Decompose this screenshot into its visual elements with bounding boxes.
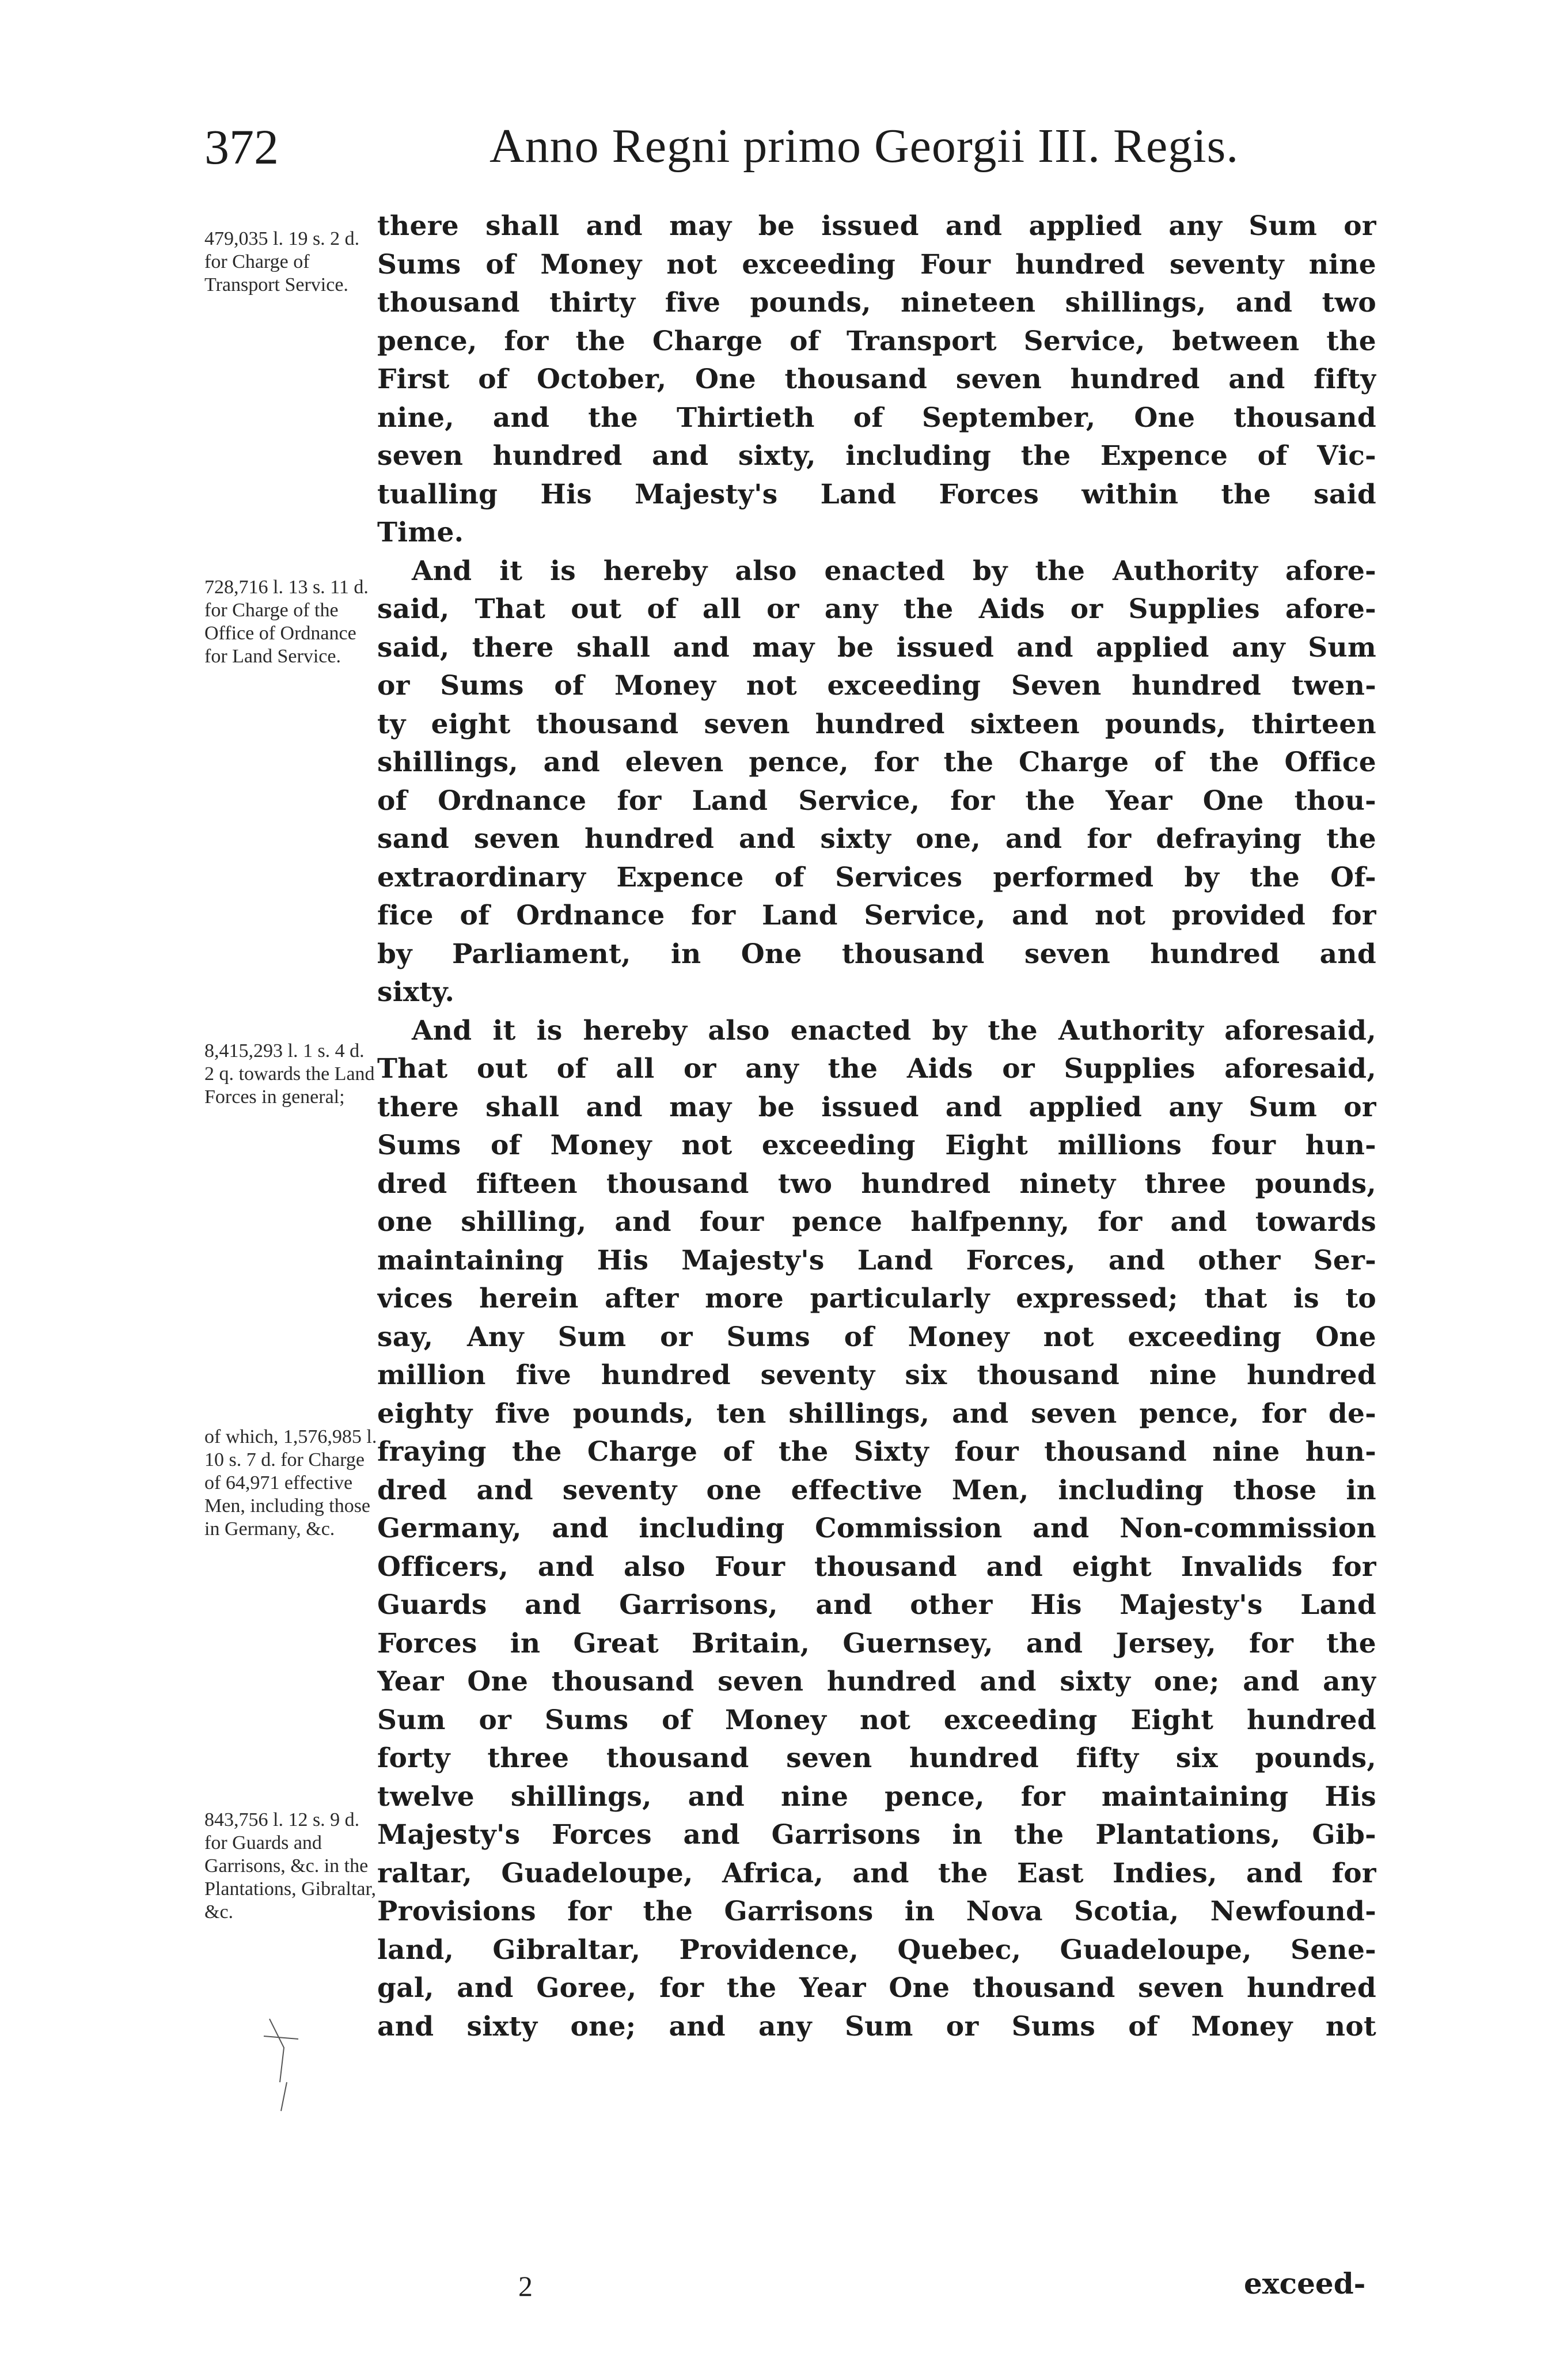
- body-line: sixty.: [377, 976, 455, 1008]
- margin-note-transport: 479,035 l. 19 s. 2 d. for Charge of Transport Service.: [204, 228, 360, 295]
- body-line: ty eight thousand seven hundred sixteen pounds, thirteen: [377, 708, 1376, 740]
- body-line: Sum or Sums of Money not exceeding Eight hundred: [377, 1704, 1376, 1736]
- body-line: gal, and Goree, for the Year One thousand seven hundred: [377, 1972, 1376, 2004]
- body-line: maintaining His Majesty's Land Forces, and other Ser-: [377, 1244, 1376, 1276]
- body-line: Provisions for the Garrisons in Nova Scotia, Newfound-: [377, 1896, 1376, 1927]
- body-line: say, Any Sum or Sums of Money not exceeding One: [377, 1321, 1376, 1353]
- body-line: raltar, Guadeloupe, Africa, and the East Indies, and for: [377, 1857, 1376, 1889]
- body-line: First of October, One thousand seven hundred and fifty: [377, 363, 1376, 395]
- body-line: forty three thousand seven hundred fifty six pounds,: [377, 1742, 1376, 1774]
- body-text: [377, 207, 1376, 2046]
- body-line: Guards and Garrisons, and other His Majesty's Land: [377, 1589, 1376, 1621]
- body-line: eighty five pounds, ten shillings, and seven pence, for de-: [377, 1397, 1376, 1430]
- page-number: 372: [204, 119, 279, 175]
- body-line: extraordinary Expence of Services performed by the Of-: [377, 861, 1376, 893]
- body-line: twelve shillings, and nine pence, for maintaining His: [377, 1780, 1376, 1813]
- body-line: And it is hereby also enacted by the Authority aforesaid,: [412, 1014, 1376, 1047]
- margin-note-ordnance: 728,716 l. 13 s. 11 d. for Charge of the Office of Ordnance for Land Service.: [204, 577, 369, 667]
- body-line: one shilling, and four pence halfpenny, for and towards: [377, 1206, 1376, 1238]
- body-line: Sums of Money not exceeding Eight millions four hun-: [377, 1130, 1376, 1161]
- body-line: fraying the Charge of the Sixty four thousand nine hun-: [377, 1436, 1376, 1468]
- body-line: Majesty's Forces and Garrisons in the Plantations, Gib-: [377, 1819, 1376, 1851]
- body-line: dred fifteen thousand two hundred ninety three pounds,: [377, 1168, 1376, 1200]
- body-line: of Ordnance for Land Service, for the Year One thou-: [377, 785, 1376, 817]
- body-line: fice of Ordnance for Land Service, and not provided for: [377, 900, 1376, 931]
- body-line: Forces in Great Britain, Guernsey, and Jersey, for the: [377, 1627, 1376, 1659]
- running-head: Anno Regni primo Georgii III. Regis.: [489, 119, 1239, 173]
- body-line: thousand thirty five pounds, nineteen shillings, and two: [377, 287, 1376, 319]
- body-line: and sixty one; and any Sum or Sums of Money not: [377, 2010, 1376, 2042]
- body-line: said, That out of all or any the Aids or Supplies afore-: [377, 593, 1376, 625]
- body-line: pence, for the Charge of Transport Service, between the: [377, 325, 1376, 357]
- body-line: there shall and may be issued and applied any Sum or: [377, 1091, 1376, 1123]
- pen-mark-icon: [258, 2013, 304, 2117]
- body-line: there shall and may be issued and applied any Sum or: [377, 210, 1376, 242]
- body-line: sand seven hundred and sixty one, and for defraying the: [377, 823, 1376, 855]
- margin-note-plantations: 843,756 l. 12 s. 9 d. for Guards and Garrisons, &c. in the Plantations, Gibraltar, &c.: [204, 1809, 376, 1923]
- body-line: by Parliament, in One thousand seven hundred and: [377, 938, 1376, 970]
- body-line: That out of all or any the Aids or Supplies aforesaid,: [377, 1053, 1376, 1085]
- body-line: said, there shall and may be issued and applied any Sum: [377, 631, 1376, 664]
- margin-note-land-forces: 8,415,293 l. 1 s. 4 d. 2 q. towards the Land Forces in general;: [204, 1040, 375, 1108]
- body-line: million five hundred seventy six thousand nine hundred: [377, 1359, 1376, 1391]
- body-line: vices herein after more particularly expressed; that is to: [377, 1283, 1376, 1314]
- body-line: Year One thousand seven hundred and sixty one; and any: [377, 1666, 1376, 1697]
- body-line: tualling His Majesty's Land Forces within the said: [377, 478, 1376, 510]
- body-line: Sums of Money not exceeding Four hundred seventy nine: [377, 248, 1376, 281]
- body-line: Time.: [377, 517, 464, 548]
- margin-note-effective-men: of which, 1,576,985 l. 10 s. 7 d. for Charge of 64,971 effective Men, including those in Germany, &c.: [204, 1426, 377, 1540]
- catchword: exceed-: [1244, 2267, 1366, 2301]
- body-line: Officers, and also Four thousand and eight Invalids for: [377, 1551, 1376, 1583]
- body-line: land, Gibraltar, Providence, Quebec, Guadeloupe, Sene-: [377, 1934, 1376, 1966]
- body-line: shillings, and eleven pence, for the Charge of the Office: [377, 746, 1376, 778]
- body-line: or Sums of Money not exceeding Seven hundred twen-: [377, 670, 1376, 702]
- body-line: And it is hereby also enacted by the Authority afore-: [412, 555, 1376, 587]
- body-line: Germany, and including Commission and Non-commission: [377, 1513, 1376, 1544]
- body-line: dred and seventy one effective Men, including those in: [377, 1474, 1376, 1506]
- signature-mark: 2: [518, 2270, 533, 2302]
- body-line: nine, and the Thirtieth of September, One thousand: [377, 401, 1376, 434]
- body-line: seven hundred and sixty, including the Expence of Vic-: [377, 440, 1376, 472]
